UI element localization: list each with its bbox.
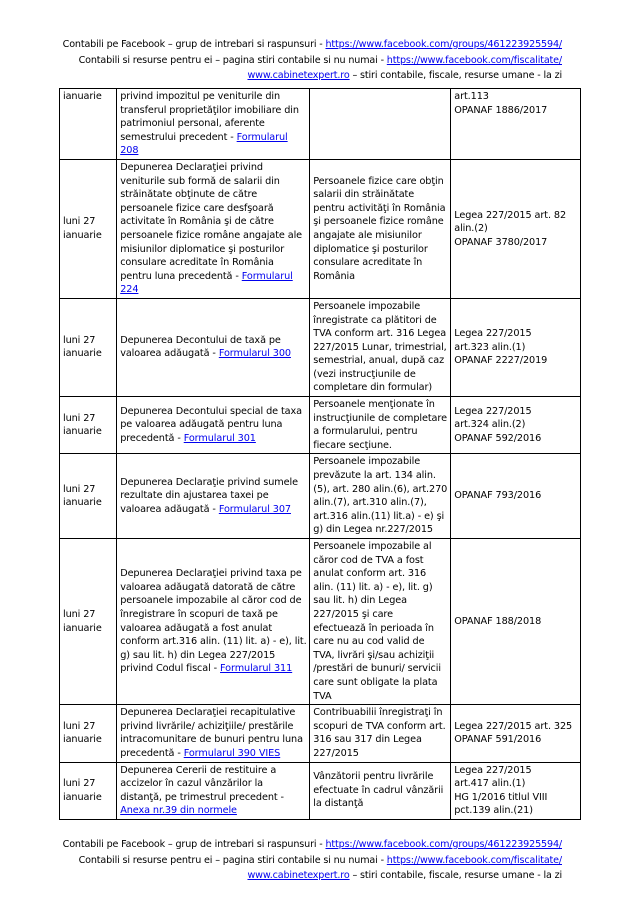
taxpayers-cell: Contribuabilii înregistraţi în scopuri de TVA conform art. 316 sau 317 din Legea 227/2015 bbox=[310, 705, 451, 762]
legal-reference: art.113 bbox=[454, 91, 489, 102]
deadline-cell: luni 27 ianuarie bbox=[60, 397, 117, 454]
footer-line-2: Contabili si resurse pentru ei – pagina stiri contabile si nu numai - https://www.facebook.com/fiscalitate/ bbox=[78, 854, 562, 866]
deadline-cell: ianuarie bbox=[60, 89, 117, 160]
website-link[interactable]: www.cabinetexpert.ro bbox=[247, 870, 350, 881]
obligation-cell bbox=[117, 298, 310, 396]
form-link[interactable]: Anexa nr.39 din normele bbox=[120, 805, 237, 817]
legal-reference: Legea 227/2015 bbox=[454, 764, 532, 776]
legal-basis-cell bbox=[451, 762, 581, 819]
legal-basis-cell bbox=[451, 454, 581, 539]
obligation-text: Depunerea Decontului de taxă pe valoarea adăugată - bbox=[120, 334, 281, 360]
obligation-cell bbox=[117, 539, 310, 705]
legal-reference: Legea 227/2015 art. 325 bbox=[454, 720, 573, 732]
obligation-text: Depunerea Declaraţiei recapitulative privind livrările/ achiziţiile/ prestările intracomunitare de bunuri pentru luna precedentă - bbox=[120, 707, 303, 759]
legal-reference: OPANAF 591/2016 bbox=[454, 734, 542, 746]
legal-reference: OPANAF 3780/2017 bbox=[454, 236, 548, 248]
table-row bbox=[60, 705, 581, 762]
obligation-text: Depunerea Cererii de restituire a accizelor în cazul vânzărilor la distanţă, pe trimestrul precedent - bbox=[120, 764, 284, 803]
header-line-3: www.cabinetexpert.ro – stiri contabile, fiscale, resurse umane - la zi bbox=[247, 70, 562, 81]
legal-reference: art.324 alin.(2) bbox=[454, 419, 526, 431]
table-row bbox=[60, 762, 581, 819]
legal-reference: OPANAF 793/2016 bbox=[454, 490, 542, 502]
obligation-cell bbox=[117, 159, 310, 298]
obligation-text: Depunerea Decontului special de taxa pe valoarea adăugată pentru luna precedentă - bbox=[120, 405, 302, 445]
legal-reference: HG 1/2016 titlul VIII bbox=[454, 791, 548, 803]
taxpayers-cell: Persoanele fizice care obţin salarii din străinătate pentru activităţi în România şi persoanele fizice române angajate ale misiunilor diplomatice şi posturilor consulare acreditate în România bbox=[310, 159, 451, 298]
form-link[interactable]: Formularul 208 bbox=[120, 131, 288, 157]
legal-basis-cell bbox=[451, 159, 581, 298]
legal-basis-cell bbox=[451, 705, 581, 762]
facebook-group-link[interactable]: https://www.facebook.com/groups/461223925594/ bbox=[325, 839, 562, 850]
legal-reference: OPANAF 2227/2019 bbox=[454, 355, 548, 367]
taxpayers-cell: Persoanele impozabile al căror cod de TVA a fost anulat conform art. 316 alin. (11) lit. a) - e), lit. g) sau lit. h) din Legea 227/2015 şi care efectuează în perioada în care nu au cod valid de TVA, livrări şi/sau achiziţii /prestări de bunuri/ servicii care sunt obligate la plata TVA bbox=[310, 539, 451, 705]
legal-reference: OPANAF 1886/2017 bbox=[454, 104, 548, 116]
legal-reference: art.323 alin.(1) bbox=[454, 341, 526, 353]
obligation-text: Depunerea Declaraţiei privind veniturile sub formă de salarii din străinătate obţinute de către persoanele fizice care desfşoară activitate în România şi de către persoanele fizice române angajate ale misiunilor diplomatice şi posturilor consulare acreditate în România pentru luna precedentă - bbox=[120, 161, 303, 282]
table-row bbox=[60, 454, 581, 539]
legal-reference: OPANAF 592/2016 bbox=[454, 433, 542, 445]
deadline-cell: luni 27 ianuarie bbox=[60, 705, 117, 762]
obligation-text: Depunerea Declaraţiei privind taxa pe valoarea adăugată datorată de către persoanele impozabile al căror cod de înregistrare în scopuri de taxă pe valoarea adăugată a fost anulat conform art.316 alin. (11) lit. a) - e), lit. g) sau lit. h) din Legea 227/2015 privind Codul fiscal - bbox=[120, 568, 307, 675]
obligation-cell bbox=[117, 705, 310, 762]
form-link[interactable]: Formularul 224 bbox=[120, 270, 293, 296]
taxpayers-cell: Persoanele impozabile înregistrate ca plătitori de TVA conform art. 316 Legea 227/2015 Lunar, trimestrial, semestrial, anual, după caz (vezi instrucţiunile de completare din formular) bbox=[310, 298, 451, 396]
footer-line-3: www.cabinetexpert.ro – stiri contabile, fiscale, resurse umane - la zi bbox=[247, 870, 562, 881]
footer-line-1: Contabili pe Facebook – grup de intrebari si raspunsuri - https://www.facebook.com/groups/461223925594/ bbox=[62, 839, 562, 850]
obligation-cell bbox=[117, 762, 310, 819]
facebook-group-link[interactable]: https://www.facebook.com/groups/461223925594/ bbox=[325, 39, 562, 50]
obligation-text: privind impozitul pe veniturile din transferul proprietăţilor imobiliare din patrimoniul personal, aferente semestrului precedent - bbox=[120, 91, 299, 143]
legal-reference: Legea 227/2015 art. 82 alin.(2) bbox=[454, 209, 567, 235]
legal-reference: art.417 alin.(1) bbox=[454, 778, 526, 790]
table-row bbox=[60, 89, 581, 160]
obligation-text: Depunerea Declaraţie privind sumele rezultate din ajustarea taxei pe valoarea adăugată - bbox=[120, 476, 298, 516]
table-row bbox=[60, 298, 581, 396]
legal-basis-cell bbox=[451, 89, 581, 160]
legal-basis-cell bbox=[451, 539, 581, 705]
table-row bbox=[60, 397, 581, 454]
table-row bbox=[60, 539, 581, 705]
facebook-page-link[interactable]: https://www.facebook.com/fiscalitate/ bbox=[386, 54, 562, 66]
legal-reference: pct.139 alin.(21) bbox=[454, 805, 533, 817]
deadline-cell: luni 27 ianuarie bbox=[60, 454, 117, 539]
form-link[interactable]: Formularul 301 bbox=[183, 433, 256, 445]
obligation-cell bbox=[117, 454, 310, 539]
header-line-1: Contabili pe Facebook – grup de intrebari si raspunsuri - https://www.facebook.com/groups/461223925594/ bbox=[62, 39, 562, 50]
header-line-2: Contabili si resurse pentru ei – pagina stiri contabile si nu numai - https://www.facebook.com/fiscalitate/ bbox=[78, 54, 562, 66]
taxpayers-cell: Persoanele impozabile prevăzute la art. 134 alin.(5), art. 280 alin.(6), art.270 alin.(7), art.310 alin.(7), art.316 alin.(11) lit.a) - e) şi g) din Legea nr.227/2015 bbox=[310, 454, 451, 539]
legal-reference: OPANAF 188/2018 bbox=[454, 615, 542, 627]
legal-reference: Legea 227/2015 bbox=[454, 328, 532, 340]
form-link[interactable]: Formularul 307 bbox=[218, 504, 291, 516]
deadline-cell: luni 27 ianuarie bbox=[60, 762, 117, 819]
legal-basis-cell bbox=[451, 298, 581, 396]
taxpayers-cell bbox=[310, 89, 451, 160]
legal-reference: Legea 227/2015 bbox=[454, 405, 532, 417]
obligation-cell bbox=[117, 89, 310, 160]
deadline-cell: luni 27 ianuarie bbox=[60, 539, 117, 705]
taxpayers-cell: Vânzătorii pentru livrările efectuate în cadrul vânzării la distanţă bbox=[310, 762, 451, 819]
legal-basis-cell bbox=[451, 397, 581, 454]
page-footer bbox=[63, 837, 562, 884]
form-link[interactable]: Formularul 311 bbox=[220, 663, 293, 675]
facebook-page-link[interactable]: https://www.facebook.com/fiscalitate/ bbox=[386, 854, 562, 866]
deadline-cell: luni 27 ianuarie bbox=[60, 159, 117, 298]
table-row bbox=[60, 159, 581, 298]
taxpayers-cell: Persoanele menţionate în instrucţiunile de completare a formularului, pentru fiecare secţiune. bbox=[310, 397, 451, 454]
deadline-cell: luni 27 ianuarie bbox=[60, 298, 117, 396]
page-header bbox=[63, 37, 562, 84]
form-link[interactable]: Formularul 300 bbox=[218, 348, 291, 360]
obligation-cell bbox=[117, 397, 310, 454]
fiscal-calendar-table bbox=[59, 88, 581, 820]
website-link[interactable]: www.cabinetexpert.ro bbox=[247, 70, 350, 81]
form-link[interactable]: Formularul 390 VIES bbox=[183, 747, 281, 759]
